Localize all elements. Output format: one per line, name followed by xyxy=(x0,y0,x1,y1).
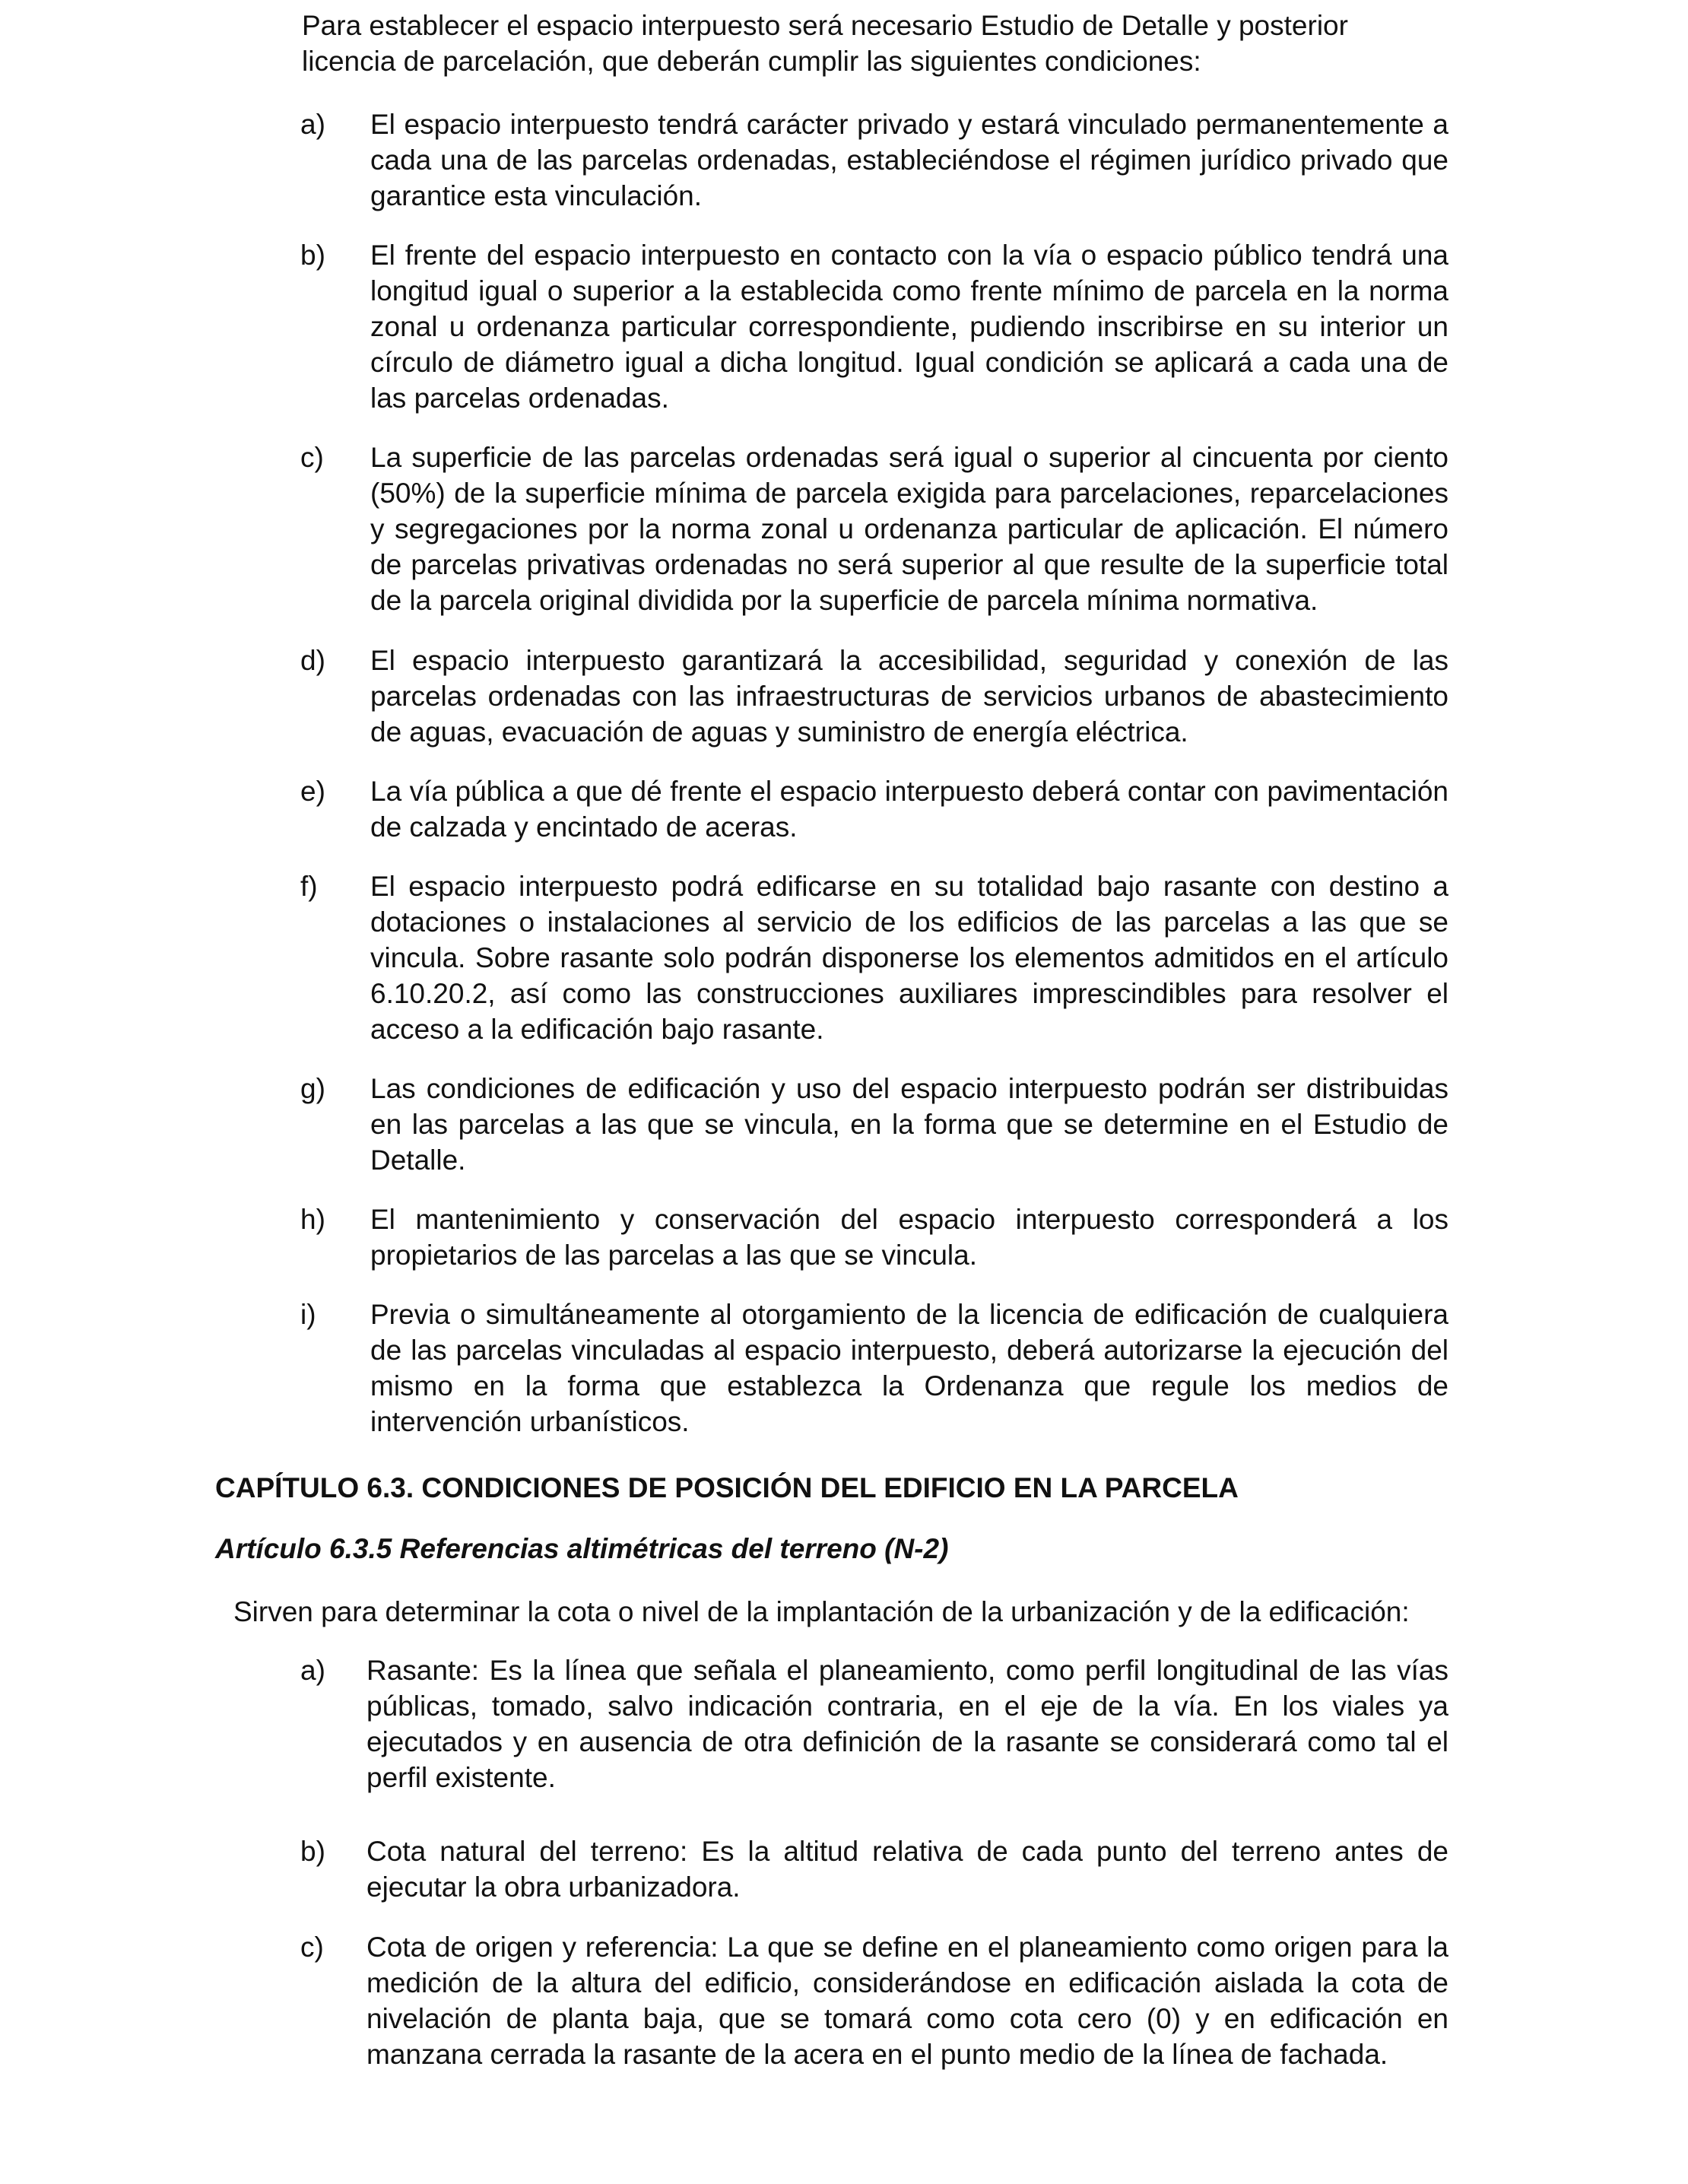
list-item-text: Previa o simultáneamente al otorgamiento de la licencia de edificación de cualquiera de las parcelas vinculadas al espacio interpuesto, deberá autorizarse la ejecución del mismo en la forma que establezca la Ordenanza que regule los medios de intervención urbanísticos. xyxy=(370,1299,1448,1437)
list-item-label: e) xyxy=(300,776,325,807)
article-heading: Artículo 6.3.5 Referencias altimétricas del terreno (N-2) xyxy=(215,1533,949,1564)
list-item-text: Cota natural del terreno: Es la altitud relativa de cada punto del terreno antes de ejecutar la obra urbanizadora. xyxy=(366,1836,1448,1903)
list-item-label: c) xyxy=(300,1932,324,1963)
list-item-label: f) xyxy=(300,871,318,902)
intro-paragraph: Para establecer el espacio interpuesto será necesario Estudio de Detalle y posterior licencia de parcelación, que deberán cumplir las siguientes condiciones: xyxy=(302,10,1348,77)
list-item-label: a) xyxy=(300,109,325,140)
list-item-text: El frente del espacio interpuesto en contacto con la vía o espacio público tendrá una longitud igual o superior a la establecida como frente mínimo de parcela en la norma zonal u ordenanza particular correspondiente, pudiendo inscribirse en su interior un círculo de diámetro igual a dicha longitud. Igual condición se aplicará a cada una de las parcelas ordenadas. xyxy=(370,240,1448,414)
list-item-label: b) xyxy=(300,1836,325,1867)
list-item-text: La vía pública a que dé frente el espacio interpuesto deberá contar con pavimentación de calzada y encintado de aceras. xyxy=(370,776,1448,843)
list-item-text: Cota de origen y referencia: La que se define en el planeamiento como origen para la medición de la altura del edificio, considerándose en edificación aislada la cota de nivelación de planta baja, que se tomará como cota cero (0) y en edificación en manzana cerrada la rasante de la acera en el punto medio de la línea de fachada. xyxy=(366,1932,1448,2070)
list-item-text: El mantenimiento y conservación del espacio interpuesto corresponderá a los propietarios de las parcelas a las que se vincula. xyxy=(370,1204,1448,1271)
list-item-text: Rasante: Es la línea que señala el planeamiento, como perfil longitudinal de las vías públicas, tomado, salvo indicación contraria, en el eje de la vía. En los viales ya ejecutados y en ausencia de otra definición de la rasante se considerará como tal el perfil existente. xyxy=(366,1655,1448,1793)
list-item-text: El espacio interpuesto podrá edificarse en su totalidad bajo rasante con destino a dotaciones o instalaciones al servicio de los edificios de las parcelas a las que se vincula. Sobre rasante solo podrán disponerse los elementos admitidos en el artículo 6.10.20.2, así como las construcciones auxiliares imprescindibles para resolver el acceso a la edificación bajo rasante. xyxy=(370,871,1448,1045)
list-item-label: a) xyxy=(300,1655,325,1686)
article-intro-paragraph: Sirven para determinar la cota o nivel de la implantación de la urbanización y de la edificación: xyxy=(233,1596,1410,1627)
list-item-label: b) xyxy=(300,240,325,271)
chapter-heading: CAPÍTULO 6.3. CONDICIONES DE POSICIÓN DEL EDIFICIO EN LA PARCELA xyxy=(215,1472,1239,1503)
list-item-text: El espacio interpuesto tendrá carácter privado y estará vinculado permanentemente a cada una de las parcelas ordenadas, estableciéndose el régimen jurídico privado que garantice esta vinculación. xyxy=(370,109,1448,211)
list-item-label: i) xyxy=(300,1299,316,1330)
list-item-text: Las condiciones de edificación y uso del espacio interpuesto podrán ser distribuidas en las parcelas a las que se vincula, en la forma que se determine en el Estudio de Detalle. xyxy=(370,1073,1448,1176)
list-item-label: c) xyxy=(300,442,324,473)
list-item-text: El espacio interpuesto garantizará la accesibilidad, seguridad y conexión de las parcelas ordenadas con las infraestructuras de servicios urbanos de abastecimiento de aguas, evacuación de aguas y suministro de energía eléctrica. xyxy=(370,645,1448,748)
list-item-text: La superficie de las parcelas ordenadas será igual o superior al cincuenta por ciento (50%) de la superficie mínima de parcela exigida para parcelaciones, reparcelaciones y segregaciones por la norma zonal u ordenanza particular de aplicación. El número de parcelas privativas ordenadas no será superior al que resulte de la superficie total de la parcela original dividida por la superficie de parcela mínima normativa. xyxy=(370,442,1448,616)
list-item-label: h) xyxy=(300,1204,325,1235)
list-item-label: d) xyxy=(300,645,325,676)
list-item-label: g) xyxy=(300,1073,325,1104)
